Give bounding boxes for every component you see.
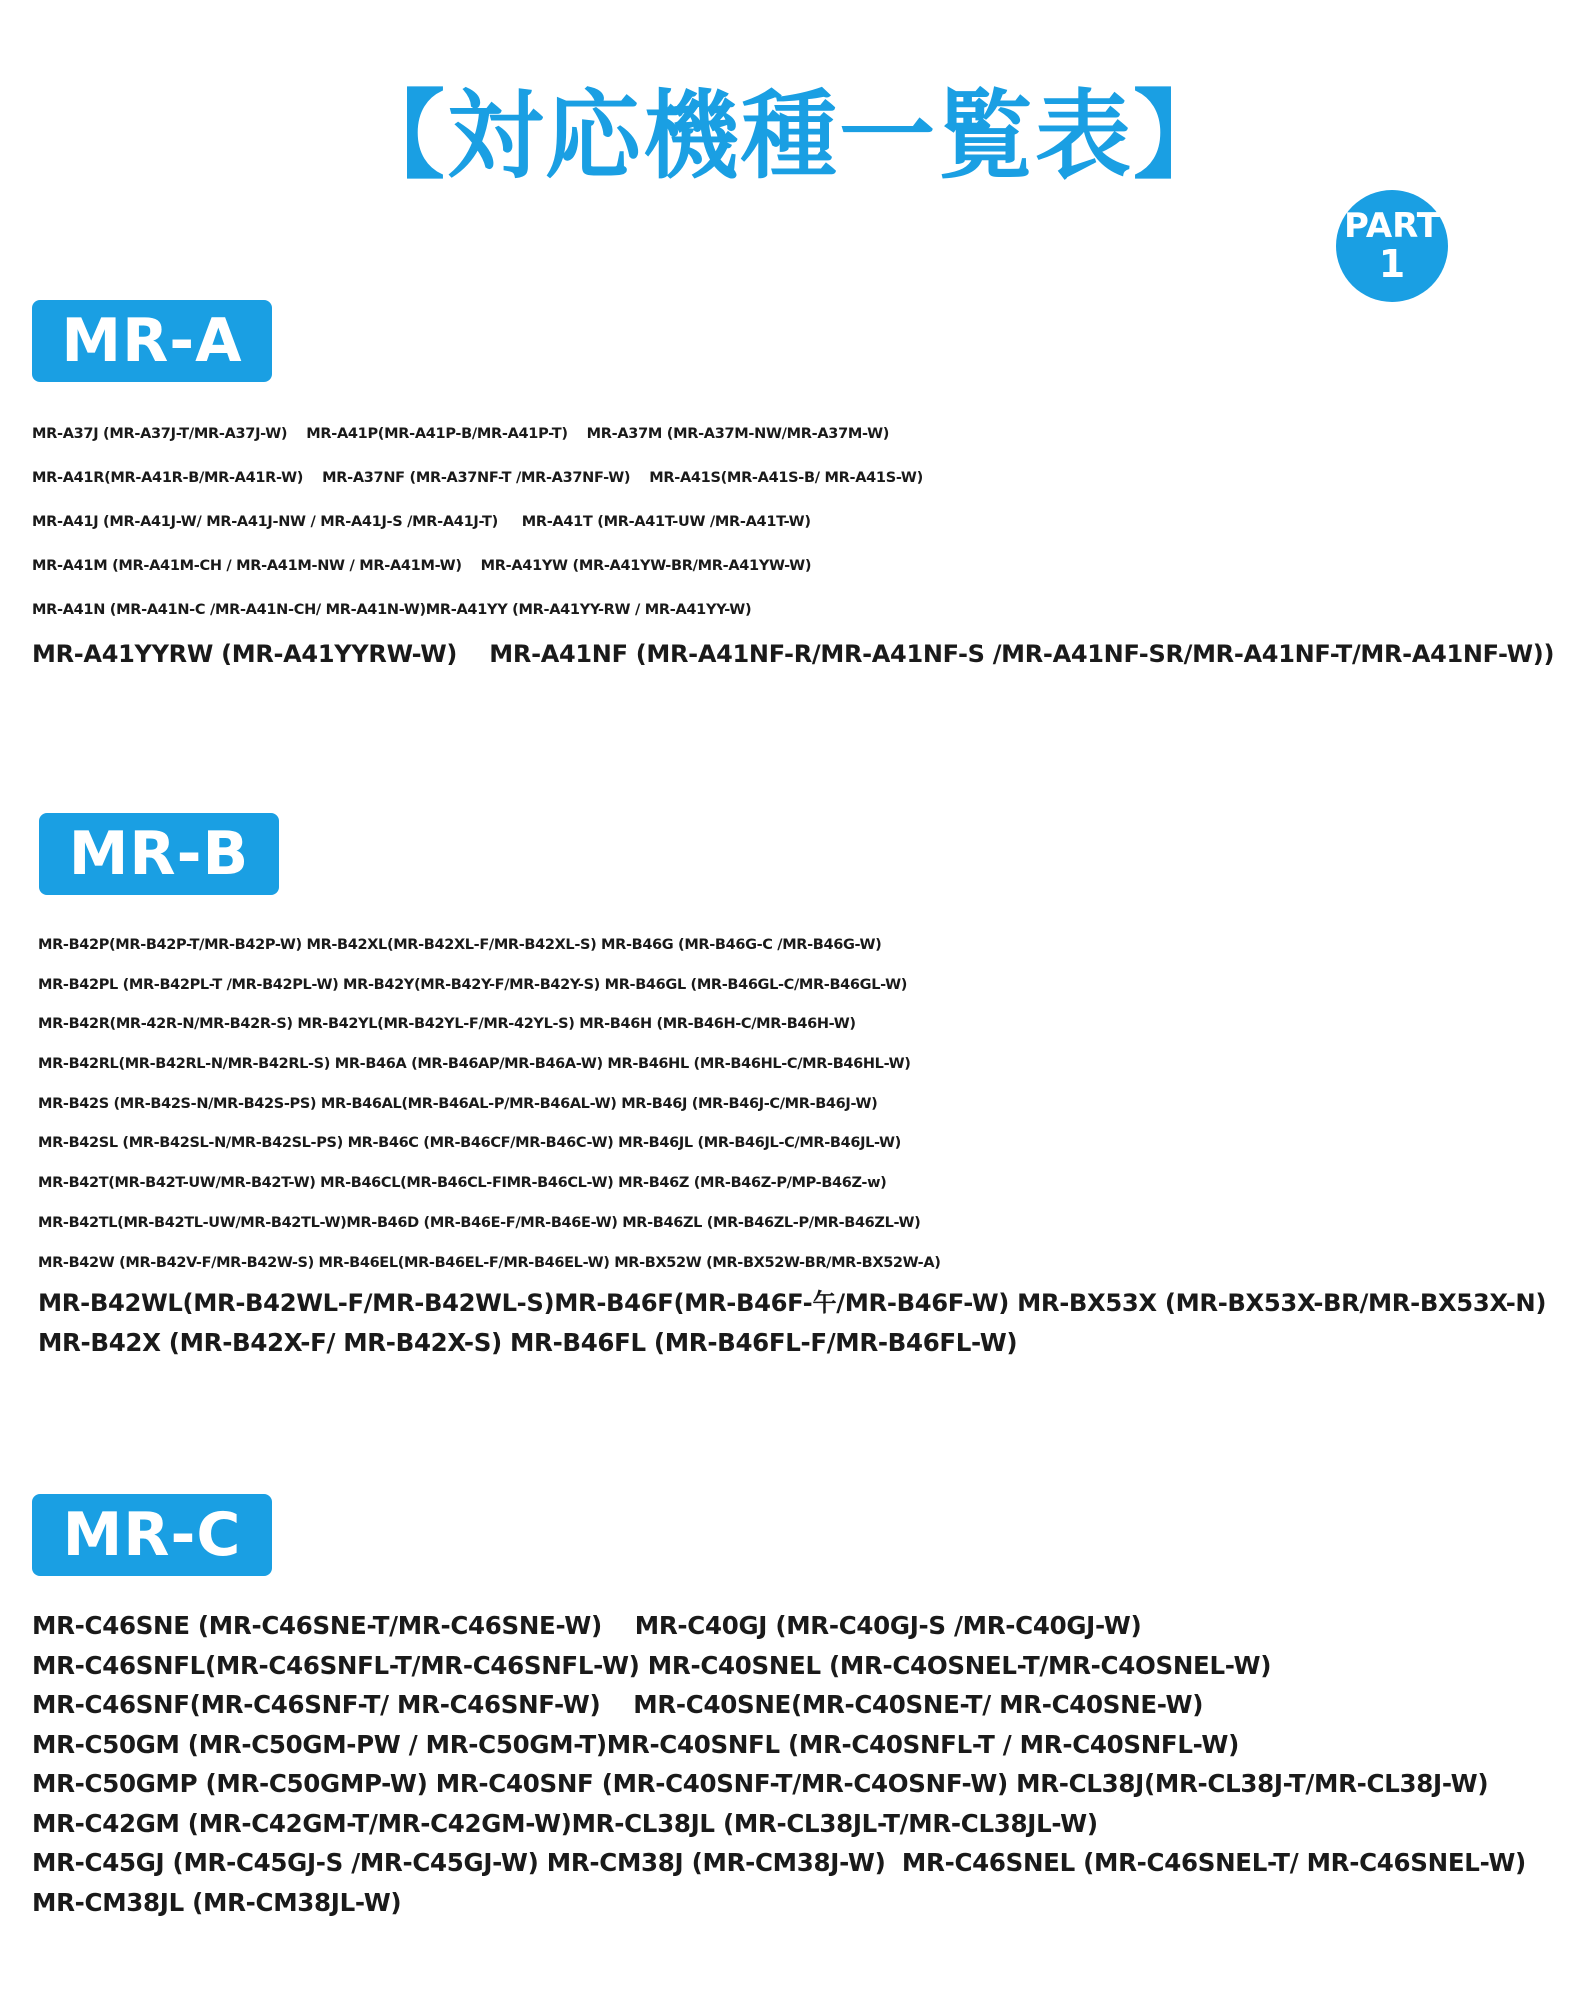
- model-line: MR-B42TL(MR-B42TL-UW/MR-B42TL-W)MR-B46D (MR-B46E-F/MR-B46E-W) MR-B46ZL (MR-B46ZL-P/MR-B46ZL-W): [38, 1214, 921, 1231]
- model-line: MR-A41J (MR-A41J-W/ MR-A41J-NW / MR-A41J-S /MR-A41J-T) MR-A41T (MR-A41T-UW /MR-A41T-W): [32, 514, 811, 530]
- model-line: MR-B42R(MR-42R-N/MR-B42R-S) MR-B42YL(MR-B42YL-F/MR-42YL-S) MR-B46H (MR-B46H-C/MR-B46H-W): [38, 1016, 856, 1033]
- section-label-mr-a: MR-A: [32, 300, 272, 382]
- model-line: MR-B42PL (MR-B42PL-T /MR-B42PL-W) MR-B42Y(MR-B42Y-F/MR-B42Y-S) MR-B46GL (MR-B46GL-C/MR-B46GL-W): [38, 976, 908, 993]
- model-line: MR-CM38JL (MR-CM38JL-W): [32, 1887, 402, 1917]
- model-line: MR-C45GJ (MR-C45GJ-S /MR-C45GJ-W) MR-CM38J (MR-CM38J-W) MR-C46SNEL (MR-C46SNEL-T/ MR-C46SNEL-W): [32, 1848, 1526, 1877]
- model-line: MR-C46SNFL(MR-C46SNFL-T/MR-C46SNFL-W) MR-C40SNEL (MR-C4OSNEL-T/MR-C4OSNEL-W): [32, 1650, 1272, 1680]
- model-line: MR-B42WL(MR-B42WL-F/MR-B42WL-S)MR-B46F(MR-B46F-午/MR-B46F-W) MR-BX53X (MR-BX53X-BR/MR-BX53X-N): [38, 1288, 1547, 1318]
- model-line: MR-C42GM (MR-C42GM-T/MR-C42GM-W)MR-CL38JL (MR-CL38JL-T/MR-CL38JL-W): [32, 1808, 1098, 1838]
- model-line: MR-B42W (MR-B42V-F/MR-B42W-S) MR-B46EL(MR-B46EL-F/MR-B46EL-W) MR-BX52W (MR-BX52W-BR/MR-BX52W-A): [38, 1254, 941, 1271]
- model-line: MR-B42SL (MR-B42SL-N/MR-B42SL-PS) MR-B46C (MR-B46CF/MR-B46C-W) MR-B46JL (MR-B46JL-C/MR-B46JL-W): [38, 1135, 901, 1152]
- model-line: MR-B42X (MR-B42X-F/ MR-B42X-S) MR-B46FL (MR-B46FL-F/MR-B46FL-W): [38, 1327, 1018, 1357]
- model-list-mr-c: [32, 1606, 1526, 1922]
- model-line: MR-B42P(MR-B42P-T/MR-B42P-W) MR-B42XL(MR-B42XL-F/MR-B42XL-S) MR-B46G (MR-B46G-C /MR-B46G-W): [38, 937, 882, 953]
- model-line: MR-C46SNF(MR-C46SNF-T/ MR-C46SNF-W) MR-C40SNE(MR-C40SNE-T/ MR-C40SNE-W): [32, 1690, 1204, 1719]
- model-line: MR-C50GMP (MR-C50GMP-W) MR-C40SNF (MR-C40SNF-T/MR-C4OSNF-W) MR-CL38J(MR-CL38J-T/MR-CL38J-W): [32, 1769, 1489, 1798]
- model-line: MR-C46SNE (MR-C46SNE-T/MR-C46SNE-W) MR-C40GJ (MR-C40GJ-S /MR-C40GJ-W): [32, 1611, 1142, 1640]
- model-line: MR-A41N (MR-A41N-C /MR-A41N-CH/ MR-A41N-W)MR-A41YY (MR-A41YY-RW / MR-A41YY-W): [32, 602, 752, 618]
- model-line: MR-A37J (MR-A37J-T/MR-A37J-W) MR-A41P(MR-A41P-B/MR-A41P-T) MR-A37M (MR-A37M-NW/MR-A37M-W): [32, 426, 890, 442]
- model-list-mr-b: [38, 926, 1546, 1363]
- model-line: MR-A41M (MR-A41M-CH / MR-A41M-NW / MR-A41M-W) MR-A41YW (MR-A41YW-BR/MR-A41YW-W): [32, 558, 812, 574]
- model-line: MR-C50GM (MR-C50GM-PW / MR-C50GM-T)MR-C40SNFL (MR-C40SNFL-T / MR-C40SNFL-W): [32, 1729, 1240, 1759]
- model-line: MR-B42RL(MR-B42RL-N/MR-B42RL-S) MR-B46A (MR-B46AP/MR-B46A-W) MR-B46HL (MR-B46HL-C/MR-B46HL-W): [38, 1056, 911, 1073]
- part-badge: [1336, 190, 1448, 302]
- model-list-mr-a: [32, 412, 1554, 676]
- part-badge-number: 1: [1378, 242, 1406, 286]
- section-label-mr-c: MR-C: [32, 1494, 272, 1576]
- model-line: MR-B42S (MR-B42S-N/MR-B42S-PS) MR-B46AL(MR-B46AL-P/MR-B46AL-W) MR-B46J (MR-B46J-C/MR-B46J-W): [38, 1095, 878, 1112]
- model-line: MR-A41YYRW (MR-A41YYRW-W) MR-A41NF (MR-A41NF-R/MR-A41NF-S /MR-A41NF-SR/MR-A41NF-T/MR-A41NF-W)): [32, 640, 1555, 668]
- part-badge-word: PART: [1344, 206, 1440, 246]
- page-title: 【対応機種一覧表】: [349, 80, 1231, 192]
- model-line: MR-B42T(MR-B42T-UW/MR-B42T-W) MR-B46CL(MR-B46CL-FIMR-B46CL-W) MR-B46Z (MR-B46Z-P/MP-B46Z-w): [38, 1175, 887, 1192]
- model-line: MR-A41R(MR-A41R-B/MR-A41R-W) MR-A37NF (MR-A37NF-T /MR-A37NF-W) MR-A41S(MR-A41S-B/ MR-A41S-W): [32, 470, 923, 486]
- section-label-mr-b: MR-B: [39, 813, 279, 895]
